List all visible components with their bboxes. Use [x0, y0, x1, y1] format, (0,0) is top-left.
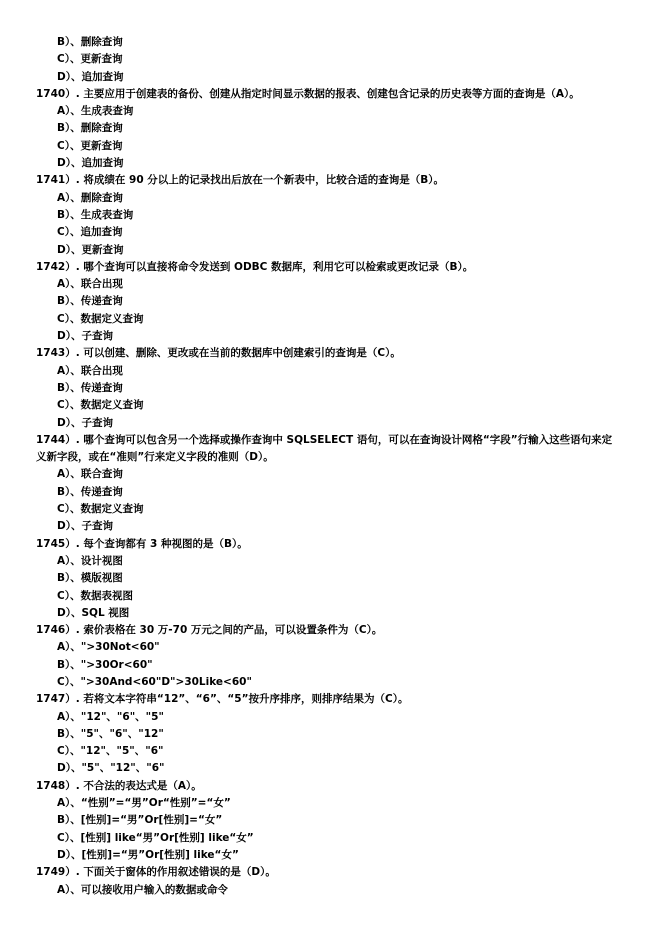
option-line: A）、生成表查询 [57, 105, 134, 118]
option-line: A）、"12"、"6"、"5" [57, 710, 164, 723]
option-line: B）、传递查询 [57, 295, 123, 308]
option-line: C）、数据定义查询 [57, 312, 144, 325]
option-line: D）、子查询 [57, 330, 113, 343]
option-line: D）、SQL 视图 [57, 606, 130, 619]
option-line: D）、更新查询 [57, 243, 124, 256]
option-line: A）、联合出现 [57, 278, 123, 291]
question-line: 1749）. 下面关于窗体的作用叙述错误的是（D）。 [36, 866, 276, 879]
option-line: A）、联合查询 [57, 468, 123, 481]
option-line: C）、[性别] like“男”Or[性别] like“女” [57, 831, 254, 844]
option-line: D）、子查询 [57, 520, 113, 533]
option-line: D）、追加查询 [57, 70, 124, 83]
option-line: C）、数据定义查询 [57, 399, 144, 412]
question-line: 1740）. 主要应用于创建表的备份、创建从指定时间显示数据的报表、创建包含记录的历史表等方面的查询是（A）。 [36, 87, 580, 100]
question-line: 义新字段，或在“准则”行来定义字段的准则（D）。 [36, 451, 274, 464]
option-line: B）、删除查询 [57, 122, 123, 135]
option-line: B）、删除查询 [57, 36, 123, 48]
option-line: A）、联合出现 [57, 364, 123, 377]
option-line: D）、"5"、"12"、"6" [57, 762, 165, 775]
option-line: C）、数据表视图 [57, 589, 133, 602]
question-line: 1743）. 可以创建、删除、更改或在当前的数据库中创建索引的查询是（C）。 [36, 347, 401, 360]
option-line: A）、删除查询 [57, 191, 123, 204]
option-line: A）、">30Not<60" [57, 641, 160, 654]
option-line: C）、">30And<60"D">30Like<60" [57, 675, 252, 688]
option-line: C）、更新查询 [57, 139, 123, 152]
option-line: B）、传递查询 [57, 381, 123, 394]
option-line: D）、追加查询 [57, 157, 124, 170]
option-line: B）、[性别]=“男”Or[性别]=“女” [57, 814, 223, 827]
option-line: B）、">30Or<60" [57, 658, 153, 671]
question-line: 1744）. 哪个查询可以包含另一个选择或操作查询中 SQLSELECT 语句，可以在查询设计网格“字段”行输入这些语句来定 [36, 433, 613, 446]
option-line: C）、数据定义查询 [57, 503, 144, 516]
option-line: D）、[性别]=“男”Or[性别] like“女” [57, 848, 239, 861]
question-line: 1748）. 不合法的表达式是（A）。 [36, 779, 202, 792]
option-line: B）、生成表查询 [57, 208, 134, 221]
question-line: 1747）. 若将文本字符串“12”、“6”、“5”按升序排序，则排序结果为（C）。 [36, 693, 409, 706]
option-line: B）、传递查询 [57, 485, 123, 498]
option-line: A）、“性别”=“男”Or“性别”=“女” [57, 797, 231, 810]
question-line: 1745）. 每个查询都有 3 种视图的是（B）。 [36, 537, 248, 550]
option-line: C）、更新查询 [57, 53, 123, 66]
option-line: B）、"5"、"6"、"12" [57, 727, 164, 740]
option-line: A）、设计视图 [57, 554, 123, 567]
option-line: B）、模版视图 [57, 572, 123, 585]
document-page [0, 34, 660, 899]
question-line: 1742）. 哪个查询可以直接将命令发送到 ODBC 数据库，利用它可以检索或更改记录（B）。 [36, 260, 474, 273]
option-line: A）、可以接收用户输入的数据或命令 [57, 883, 228, 896]
option-line: C）、追加查询 [57, 226, 123, 239]
question-line: 1746）. 索价表格在 30 万-70 万元之间的产品，可以设置条件为（C）。 [36, 624, 383, 637]
option-line: C）、"12"、"5"、"6" [57, 745, 164, 758]
option-line: D）、子查询 [57, 416, 113, 429]
question-line: 1741）. 将成绩在 90 分以上的记录找出后放在一个新表中，比较合适的查询是（B）。 [36, 174, 445, 187]
